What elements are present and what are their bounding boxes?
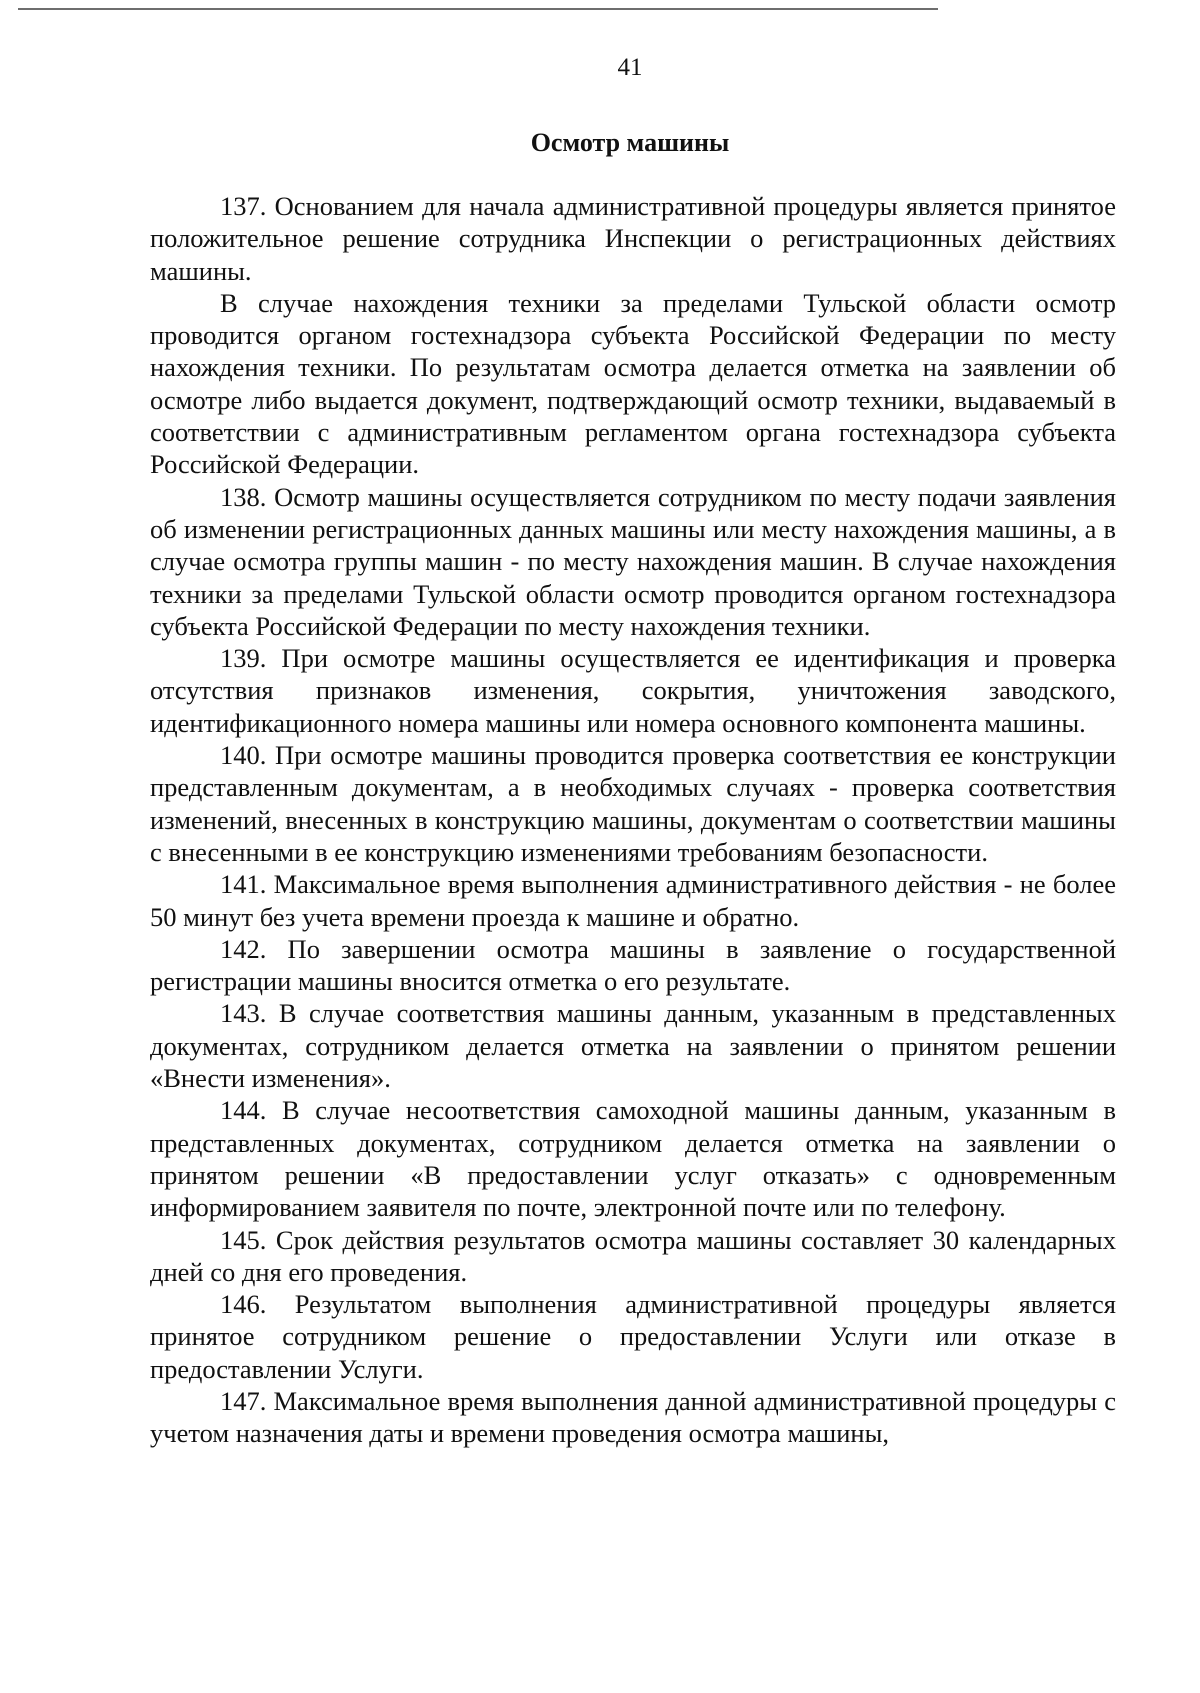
paragraph-138: 138. Осмотр машины осуществляется сотрудником по месту подачи заявления об изменении регистрационных данных машины или месту нахождения машины, а в случае осмотра группы машин - по месту нахождения машин. В случае нахождения техники за пределами Тульской области осмотр проводится органом гостехнадзора субъекта Российской Федерации по месту нахождения техники. [150,481,1116,641]
document-body [150,190,1116,1450]
paragraph-146: 146. Результатом выполнения административной процедуры является принятое сотрудником решение о предоставлении Услуги или отказе в предоставлении Услуги. [150,1289,1116,1384]
paragraph-147: 147. Максимальное время выполнения данной административной процедуры с учетом назначения даты и времени проведения осмотра машины, [150,1385,1116,1449]
paragraph-139: 139. При осмотре машины осуществляется ее идентификация и проверка отсутствия признаков изменения, сокрытия, уничтожения заводского, идентификационного номера машины или номера основного компонента машины. [150,643,1116,738]
paragraph-143: 143. В случае соответствия машины данным, указанным в представленных документах, сотрудником делается отметка на заявлении о принятом решении «Внести изменения». [150,998,1116,1094]
paragraph-142: 142. По завершении осмотра машины в заявление о государственной регистрации машины вносится отметка о его результате. [150,933,1116,997]
paragraph-144: 144. В случае несоответствия самоходной машины данным, указанным в представленных документах, сотрудником делается отметка на заявлении о принятом решении «В предоставлении услуг отказать» с одновременным информированием заявителя по почте, электронной почте или по телефону. [150,1095,1116,1223]
paragraph-137: 137. Основанием для начала административной процедуры является принятое положительное решение сотрудника Инспекции о регистрационных действиях машины. [150,191,1116,286]
paragraph-145: 145. Срок действия результатов осмотра машины составляет 30 календарных дней со дня его проведения. [150,1224,1116,1287]
paragraph-140: 140. При осмотре машины проводится проверка соответствия ее конструкции представленным документам, а в необходимых случаях - проверка соответствия изменений, внесенных в конструкцию машины, документам о соответствии машины с внесенными в ее конструкцию изменениями требованиям безопасности. [150,740,1116,867]
paragraph-137-continued: В случае нахождения техники за пределами Тульской области осмотр проводится органом гостехнадзора субъекта Российской Федерации по месту нахождения техники. По результатам осмотра делается отметка на заявлении об осмотре либо выдается документ, подтверждающий осмотр техники, выдаваемый в соответствии с административным регламентом органа гостехнадзора субъекта Российской Федерации. [150,287,1116,480]
scan-edge-line [18,8,938,10]
section-title: Осмотр машины [530,128,730,157]
page-number: 41 [617,54,643,81]
paragraph-141: 141. Максимальное время выполнения административного действия - не более 50 минут без учета времени проезда к машине и обратно. [150,869,1116,932]
